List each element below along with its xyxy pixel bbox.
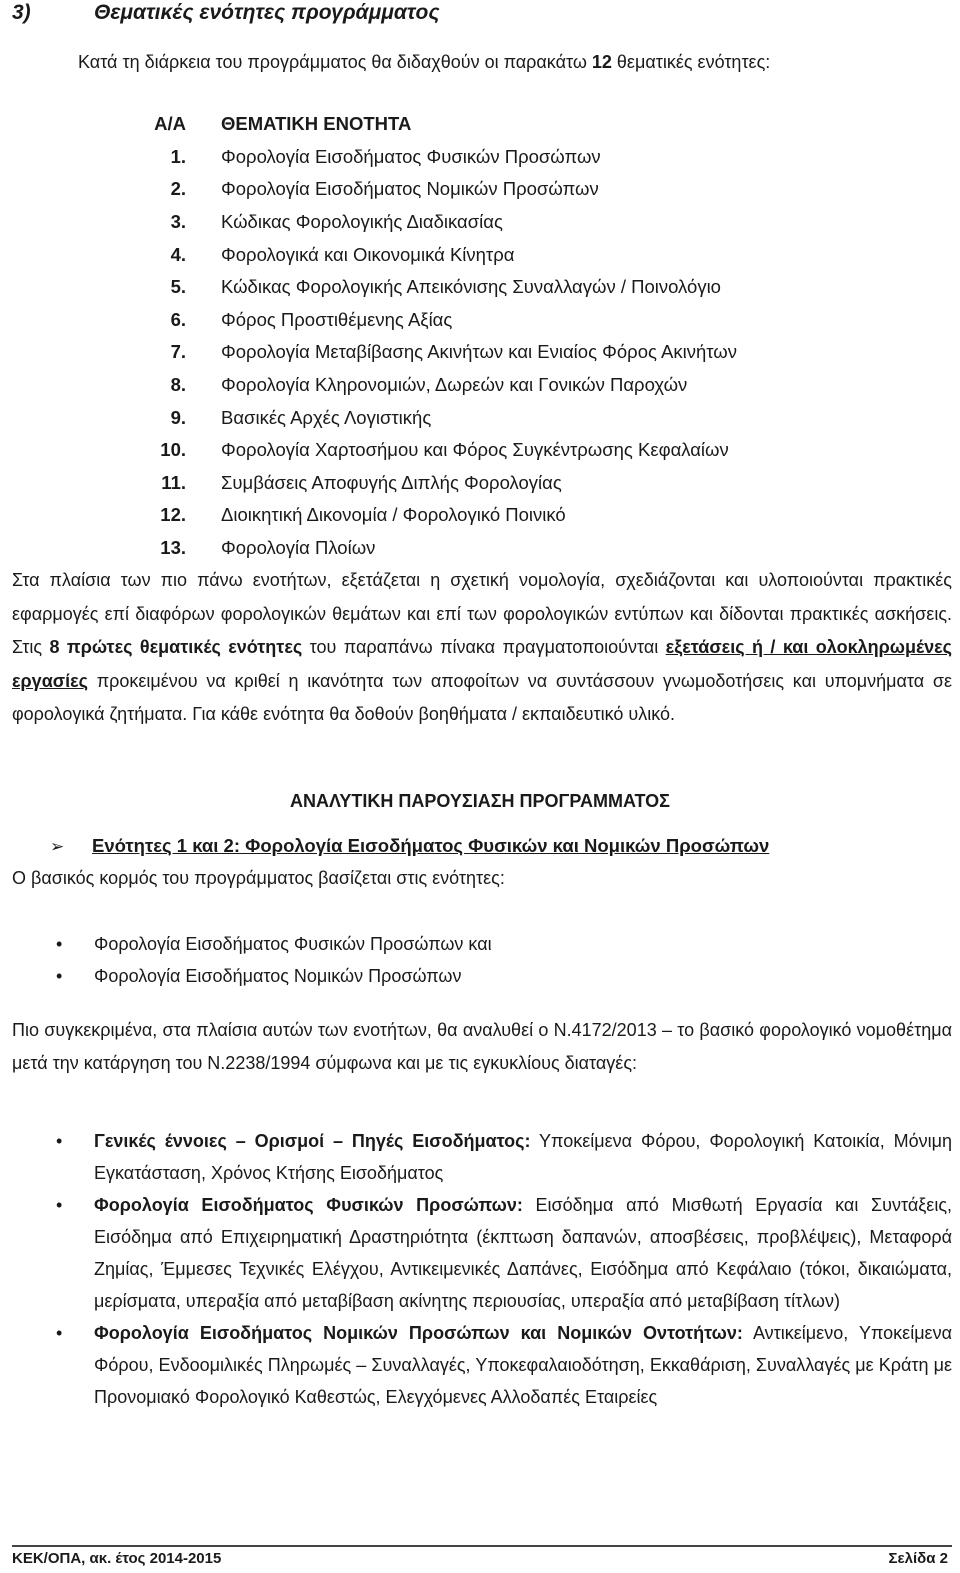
bullet-icon: • <box>56 1195 63 1215</box>
row-title: Φορολογία Μεταβίβασης Ακινήτων και Ενιαίος Φόρος Ακινήτων <box>221 341 738 363</box>
footer-left: ΚΕΚ/ΟΠΑ, ακ. έτος 2014-2015 <box>12 1550 222 1567</box>
arrow-bullet-icon: ➢ <box>50 837 65 856</box>
modules-table <box>128 108 948 564</box>
page-number: Σελίδα 2 <box>888 1550 948 1567</box>
paragraph-text: προκειμένου να κριθεί η ικανότητα των αποφοίτων να συντάσσουν γνωμοδοτήσεις και υπομνήματα σε φορολογικά ζητήματα. Για κάθε ενότητα θα δοθούν βοηθήματα / εκπαιδευτικό υλικό. <box>12 670 952 725</box>
intro-count: 12 <box>591 52 612 72</box>
paragraph-text: Στα πλαίσια των πιο πάνω ενοτήτων, εξετάζεται η σχετική νομολογία, σχεδιάζονται και υλοποιούνται πρακτικές εφαρμογές επί διαφόρων φορολογικών θεμάτων και επί των φορολογικών εντύπων και δίδονται πρακτικές ασκήσεις. Στις <box>12 570 952 658</box>
footer-divider <box>12 1545 952 1547</box>
col-number-header: Α/Α <box>154 113 186 135</box>
row-number: 2. <box>170 178 186 200</box>
row-title: Διοικητική Δικονομία / Φορολογικό Ποινικό <box>221 504 566 526</box>
table-row <box>128 467 948 500</box>
list-item-text: Φορολογία Εισοδήματος Φυσικών Προσώπων και <box>94 934 492 954</box>
section-1-heading <box>50 832 769 861</box>
table-row <box>128 401 948 434</box>
section-heading <box>12 0 440 26</box>
description-paragraph <box>12 564 952 732</box>
row-title: Φορολογία Κληρονομιών, Δωρεών και Γονικών Παροχών <box>221 374 688 396</box>
section-1-lead: Ο βασικός κορμός του προγράμματος βασίζεται στις ενότητες: <box>12 868 505 888</box>
row-number: 7. <box>170 341 186 363</box>
intro-text <box>78 50 770 74</box>
bullet-icon: • <box>56 934 63 954</box>
table-row <box>128 434 948 467</box>
item-key: Φορολογία Εισοδήματος Φυσικών Προσώπων: <box>94 1195 523 1215</box>
row-title: Φορολογικά και Οικονομικά Κίνητρα <box>221 243 515 265</box>
row-number: 6. <box>170 308 186 330</box>
list-item <box>12 1125 952 1189</box>
table-row <box>128 532 948 565</box>
row-number: 1. <box>170 145 186 167</box>
detail-paragraph: Πιο συγκεκριμένα, στα πλαίσια αυτών των ενοτήτων, θα αναλυθεί ο Ν.4172/2013 – το βασικό φορολογικό νομοθέτημα μετά την κατάργηση του Ν.2238/1994 σύμφωνα και με τις εγκυκλίους διαταγές: <box>12 1020 952 1073</box>
row-title: Φόρος Προστιθέμενης Αξίας <box>221 308 453 330</box>
item-text: Αντικείμενο, Υποκείμενα Φόρου, Ενδοομιλικές Πληρωμές – Συναλλαγές, Υποκεφαλαιοδότηση, Εκκαθάριση, Συναλλαγές με Κράτη με Προνομιακό Φορολογικό Καθεστώς, Ελεγχόμενες Αλλοδαπές Εταιρείες <box>94 1323 952 1407</box>
table-row <box>128 271 948 304</box>
item-text: Εισόδημα από Μισθωτή Εργασία και Συντάξεις, Εισόδημα από Επιχειρηματική Δραστηριότητα (έκπτωση δαπανών, αποσβέσεις, προβλέψεις), Μεταφορά Ζημίας, Έμμεσες Τεχνικές Ελέγχου, Αντικειμενικές Δαπάνες, Εισόδημα από Κεφάλαιο (τόκοι, δικαιώματα, μερίσματα, υπεραξία από μεταβίβαση ακίνητης περιουσίας, υπεραξία από μεταβίβαση τίτλων) <box>94 1195 952 1311</box>
list-item <box>12 960 952 992</box>
topics-list <box>12 1125 952 1413</box>
section-title: Θεματικές ενότητες προγράμματος <box>94 1 440 24</box>
row-title: Φορολογία Χαρτοσήμου και Φόρος Συγκέντρωσης Κεφαλαίων <box>221 439 729 461</box>
modules-list <box>12 928 952 992</box>
list-item <box>12 928 952 960</box>
table-row <box>128 499 948 532</box>
row-number: 9. <box>170 406 186 428</box>
list-item <box>12 1189 952 1317</box>
intro-after: θεματικές ενότητες: <box>611 52 771 72</box>
bullet-icon: • <box>56 1131 63 1151</box>
list-item <box>12 1317 952 1413</box>
intro-before: Κατά τη διάρκεια του προγράμματος θα διδαχθούν οι παρακάτω <box>78 52 592 72</box>
item-key: Γενικές έννοιες – Ορισμοί – Πηγές Εισοδήματος: <box>94 1131 531 1151</box>
analysis-title: ΑΝΑΛΥΤΙΚΗ ΠΑΡΟΥΣΙΑΣΗ ΠΡΟΓΡΑΜΜΑΤΟΣ <box>290 791 670 811</box>
row-title: Φορολογία Εισοδήματος Νομικών Προσώπων <box>221 178 599 200</box>
list-item-text: Φορολογία Εισοδήματος Νομικών Προσώπων <box>94 966 462 986</box>
row-number: 4. <box>170 243 186 265</box>
bullet-icon: • <box>56 1323 63 1343</box>
item-text: Υποκείμενα Φόρου, Φορολογική Κατοικία, Μόνιμη Εγκατάσταση, Χρόνος Κτήσης Εισοδήματος <box>94 1131 952 1183</box>
table-row <box>128 173 948 206</box>
row-title: Φορολογία Πλοίων <box>221 537 376 559</box>
table-row <box>128 336 948 369</box>
row-title: Βασικές Αρχές Λογιστικής <box>221 406 432 428</box>
row-title: Φορολογία Εισοδήματος Φυσικών Προσώπων <box>221 145 601 167</box>
table-row <box>128 141 948 174</box>
row-number: 12. <box>160 504 186 526</box>
section-number: 3) <box>12 1 31 24</box>
table-row <box>128 304 948 337</box>
row-title: Κώδικας Φορολογικής Διαδικασίας <box>221 211 503 233</box>
paragraph-bold-underline: εξετάσεις ή / και ολοκληρωμένες εργασίες <box>12 637 952 691</box>
row-number: 3. <box>170 211 186 233</box>
row-number: 8. <box>170 374 186 396</box>
row-number: 5. <box>170 276 186 298</box>
col-title-header: ΘΕΜΑΤΙΚΗ ΕΝΟΤΗΤΑ <box>221 113 412 135</box>
row-title: Κώδικας Φορολογικής Απεικόνισης Συναλλαγών / Ποινολόγιο <box>221 276 721 298</box>
table-row <box>128 238 948 271</box>
paragraph-bold: 8 πρώτες θεματικές ενότητες <box>49 637 303 658</box>
bullet-icon: • <box>56 966 63 986</box>
table-row <box>128 206 948 239</box>
table-row <box>128 369 948 402</box>
table-header <box>128 108 948 141</box>
row-number: 10. <box>160 439 186 461</box>
paragraph-text: του παραπάνω πίνακα πραγματοποιούνται <box>302 637 666 658</box>
row-title: Συμβάσεις Αποφυγής Διπλής Φορολογίας <box>221 471 562 493</box>
row-number: 13. <box>160 537 186 559</box>
row-number: 11. <box>161 471 186 493</box>
item-key: Φορολογία Εισοδήματος Νομικών Προσώπων και Νομικών Οντοτήτων: <box>94 1323 743 1343</box>
section-1-title: Ενότητες 1 και 2: Φορολογία Εισοδήματος Φυσικών και Νομικών Προσώπων <box>92 835 770 856</box>
